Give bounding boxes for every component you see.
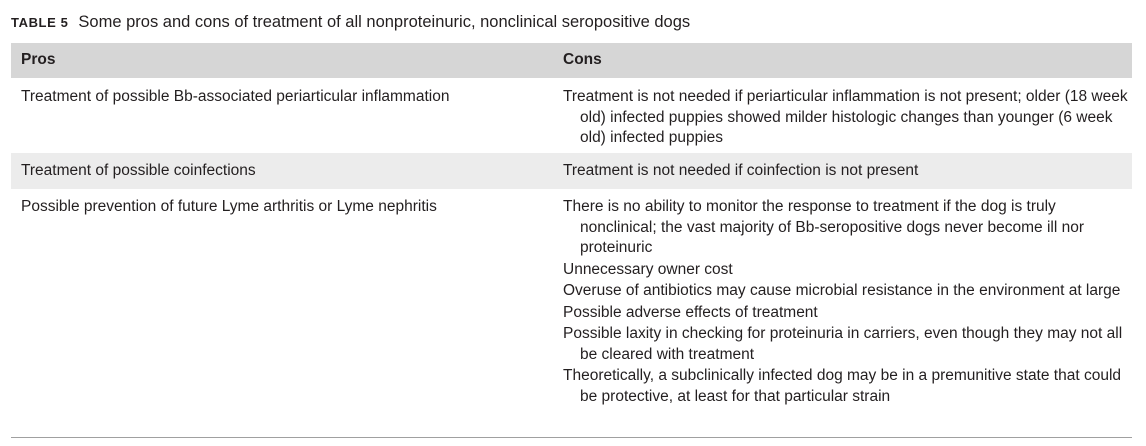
table-label: TABLE 5 (11, 15, 69, 30)
pros-cell: Treatment of possible coinfections (21, 162, 256, 179)
table-row (11, 153, 1132, 189)
header-cons: Cons (563, 51, 602, 69)
table-caption (11, 11, 690, 34)
cons-item: Overuse of antibiotics may cause microbial resistance in the environment at large (563, 282, 1121, 299)
cons-cell (553, 78, 1132, 153)
cons-item: There is no ability to monitor the response to treatment if the dog is truly nonclinical; the vast majority of Bb-seropositive dogs never become ill nor proteinuric (563, 198, 1084, 256)
cons-item: Treatment is not needed if coinfection is not present (563, 162, 919, 179)
pros-cell: Treatment of possible Bb-associated periarticular inflammation (21, 88, 450, 105)
table-row (11, 189, 1132, 408)
pros-cell: Possible prevention of future Lyme arthritis or Lyme nephritis (21, 198, 437, 215)
cons-item: Possible laxity in checking for proteinuria in carriers, even though they may not all be cleared with treatment (563, 325, 1123, 363)
table-title: Some pros and cons of treatment of all nonproteinuric, nonclinical seropositive dogs (78, 13, 691, 31)
cons-cell (553, 189, 1132, 408)
table-row (11, 78, 1132, 153)
pros-cons-table (11, 43, 1132, 408)
cons-item: Possible adverse effects of treatment (563, 303, 818, 321)
cons-item: Unnecessary owner cost (563, 260, 733, 278)
cons-item: Theoretically, a subclinically infected dog may be in a premunitive state that could be protective, at least for that particular strain (563, 367, 1122, 405)
cons-item: Treatment is not needed if periarticular inflammation is not present; older (18 week old) infected puppies showed milder histologic changes than younger (6 week old) infected puppies (563, 88, 1128, 146)
table-bottom-rule (11, 437, 1132, 438)
cons-cell (553, 153, 1132, 189)
header-pros: Pros (21, 51, 56, 69)
table-header-row (11, 43, 1132, 78)
